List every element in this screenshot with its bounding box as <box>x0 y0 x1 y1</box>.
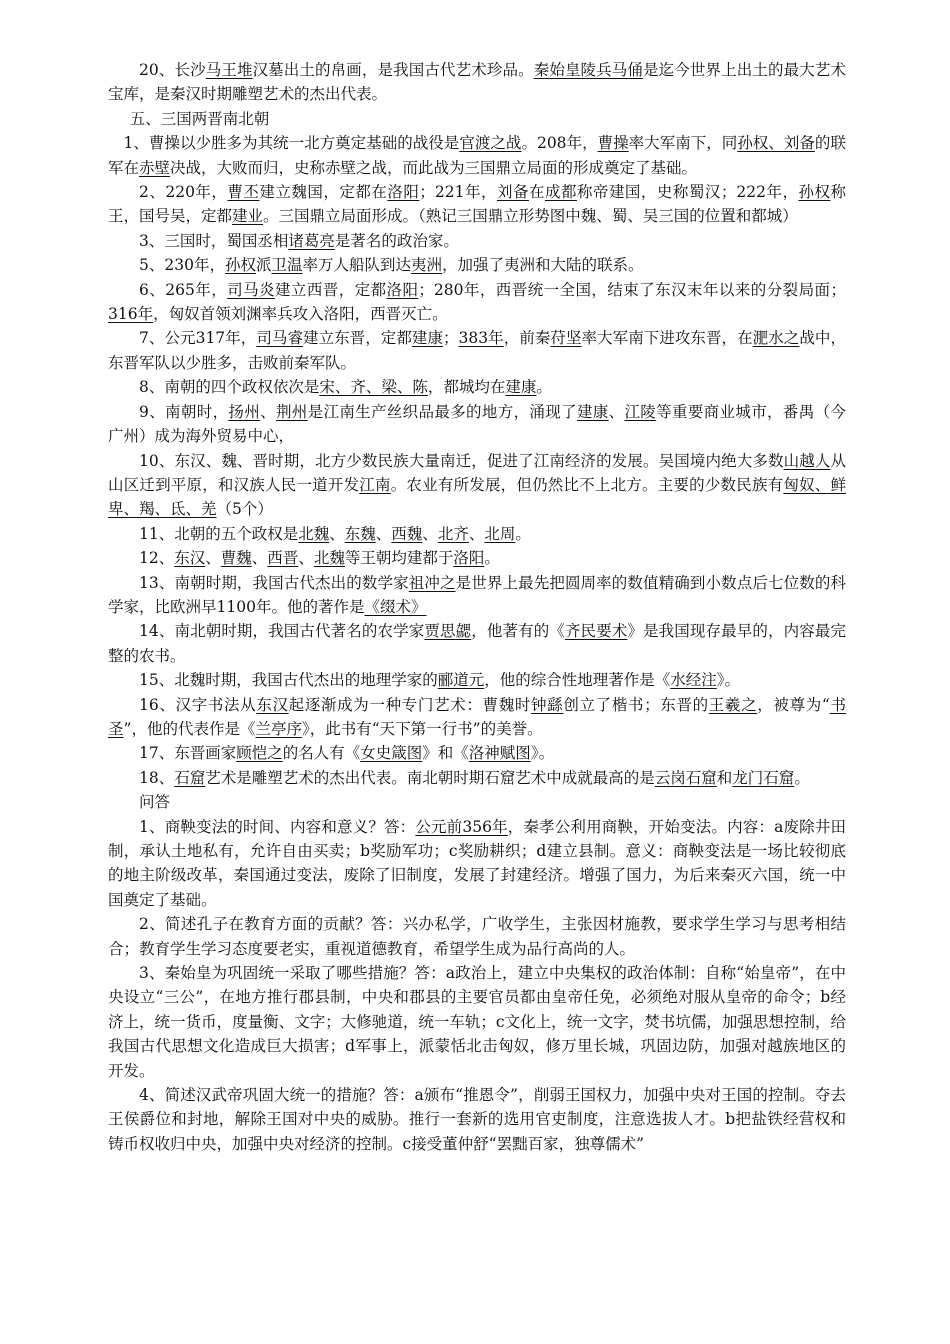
text-run: 建立东晋，定都 <box>303 329 412 348</box>
text-run: 等重要商业城市，番禺（今广州）成为海外贸易中心， <box>108 402 846 446</box>
paragraph-item12 <box>108 546 846 570</box>
text-run: ，他著有的《 <box>471 622 565 641</box>
text-run: 艺术是雕塑艺术的杰出代表。南北朝时期石窟艺术中成就最高的是 <box>205 768 655 787</box>
text-run: 17、东晋画家 <box>139 744 237 763</box>
text-run: 派 <box>255 256 272 275</box>
underlined-term: 北周 <box>484 524 516 543</box>
underlined-term: 贾思勰 <box>424 622 472 641</box>
text-run: 、 <box>608 402 625 421</box>
text-run: ；280年，西晋统一全国，结束了东汉末年以来的分裂局面； <box>418 280 846 299</box>
underlined-term: 石窟 <box>174 768 206 787</box>
text-run: 在 <box>528 183 545 202</box>
text-run: ，被尊为“ <box>757 695 830 714</box>
text-run: 是著名的政治家。 <box>334 231 459 250</box>
text-run: 。 <box>515 524 531 543</box>
text-run: 战中，东晋军队以少胜多，击败前秦军队。 <box>108 329 846 372</box>
text-run: 创立了楷书；东晋的 <box>563 695 709 714</box>
underlined-term: 东魏 <box>344 524 376 543</box>
text-run: 》是我国现存最早的，内容最完整的农书。 <box>108 622 846 665</box>
text-run: 和 <box>716 768 733 787</box>
underlined-term: 《缀术》 <box>364 597 427 616</box>
text-run: 是江南生产丝织品最多的地方，涌现了 <box>307 402 577 421</box>
text-run: 等王朝均建都于 <box>344 549 454 568</box>
text-run: 9、南朝时， <box>139 402 229 421</box>
text-run: 是世界上最先把圆周率的数值精确到小数点后七位数的科学家，比欧洲早1100年。他的著作是 <box>108 573 846 616</box>
underlined-term: 孙权 <box>224 256 256 275</box>
underlined-term: 孙权、刘备 <box>737 134 815 153</box>
text-run: 13、南朝时期，我国古代杰出的数学家 <box>139 573 409 592</box>
underlined-term: 郦道元 <box>437 671 485 690</box>
underlined-term: 曹丕 <box>227 183 260 202</box>
text-run: 。 <box>536 378 552 397</box>
underlined-term: 西魏 <box>391 524 423 543</box>
text-run: 。三国鼎立局面形成。（熟记三国鼎立形势图中魏、蜀、吴三国的位置和都城） <box>263 207 798 226</box>
underlined-term: 祖冲之 <box>408 573 456 592</box>
text-run: 称帝建国，史称蜀汉；222年， <box>576 183 799 202</box>
underlined-term: 钟繇 <box>531 695 564 714</box>
text-run: 建立魏国，定都在 <box>259 183 388 202</box>
text-run: 。208年， <box>521 134 598 153</box>
underlined-term: 江陵 <box>624 402 657 421</box>
text-run: 、 <box>260 402 276 421</box>
text-run: 》。 <box>716 671 741 690</box>
underlined-term: 王羲之 <box>708 695 758 714</box>
text-run: 、 <box>329 524 345 543</box>
paragraph-item14 <box>108 619 846 668</box>
text-run: 决战，大败而归，史称赤壁之战，而此战为三国鼎立局面的形成奠定了基础。 <box>170 158 698 177</box>
text-run: 从山区迁到平原，和汉族人民一道开发 <box>108 451 846 494</box>
text-run: ，都城均在 <box>427 378 506 397</box>
text-run: 8、南朝的四个政权依次是 <box>139 378 320 397</box>
underlined-term: 西晋 <box>267 549 299 568</box>
underlined-term: 淝水之 <box>752 329 800 348</box>
underlined-term: 水经注 <box>670 671 717 690</box>
underlined-term: 东汉 <box>174 549 206 568</box>
paragraph-item11 <box>108 522 846 546</box>
underlined-term: 官渡之战 <box>459 134 522 153</box>
underlined-term: 316年 <box>108 305 154 324</box>
text-run: 、 <box>422 524 438 543</box>
text-run: 3、秦始皇为巩固统一采取了哪些措施？答：a政治上，建立中央集权的政治体制：自称“始皇帝”，在中央设立“三公”，在地方推行郡县制，中央和郡县的主要官员都由皇帝任免，必须绝对服从皇帝的命令；b经济上，统一货币，度量衡、文字；大修驰道，统一车轨；c文化上，统一文字，焚书坑儒，加强思想控制，给我国古代思想文化造成巨大损害；d军事上，派蒙恬北击匈奴，修万里长城，巩固边防，加强对越族地区的开发。 <box>108 964 846 1080</box>
underlined-term: 兰亭序 <box>255 719 302 738</box>
text-run: 建立西晋，定都 <box>274 280 387 299</box>
document-page <box>108 58 846 1156</box>
text-run: 16、汉字书法从 <box>139 695 257 714</box>
underlined-term: 建康 <box>576 402 609 421</box>
underlined-term: 云岗石窟 <box>654 768 717 787</box>
text-run: 5、230年， <box>139 256 225 275</box>
underlined-term: 北魏 <box>298 524 330 543</box>
underlined-term: 东汉 <box>256 695 289 714</box>
underlined-term: 秦始皇陵兵马俑 <box>533 61 644 79</box>
text-run: 2、简述孔子在教育方面的贡献？答：兴办私学，广收学生，主张因材施教，要求学生学习与思考相结合；教育学生学习态度要老实，重视道德教育，希望学生成为品行高尚的人。 <box>108 915 846 958</box>
paragraph-section-5 <box>108 107 846 131</box>
underlined-term: 江南 <box>359 475 391 494</box>
underlined-term: 曹操 <box>597 134 629 153</box>
underlined-term: 383年 <box>458 329 504 348</box>
text-run: ”，他的代表作是《 <box>123 719 256 738</box>
underlined-term: 顾恺之 <box>236 744 283 763</box>
text-run: 4、简述汉武帝巩固大统一的措施？答：a颁布“推恩令”，削弱王国权力，加强中央对王国的控制。夺去王侯爵位和封地，解除王国对中央的威胁。推行一套新的选用官吏制度，注意选拔人才。b把盐铁经营权和铸币权收归中央，加强中央对经济的控制。c接受董仲舒“罢黜百家，独尊儒术” <box>108 1086 846 1153</box>
text-run: ，秦孝公利用商鞅，开始变法。内容：a废除井田制，承认土地私有，允许自由买卖；b奖励军功；c奖励耕织；d建立县制。意义：商鞅变法是一场比较彻底的地主阶级改革，秦国通过变法，废除了旧制度，发展了封建经济。增强了国力，为后来秦灭六国，统一中国奠定了基础。 <box>108 817 846 909</box>
text-run: 率万人船队到达 <box>302 256 412 275</box>
text-run: 率大军南下进攻东晋，在 <box>581 329 753 348</box>
text-run: 是迄今世界上出土的最大艺术宝库，是秦汉时期雕塑艺术的杰出代表。 <box>108 61 846 104</box>
paragraph-item5 <box>108 253 846 277</box>
text-run: 》和《 <box>422 744 469 763</box>
underlined-term: 赤壁 <box>139 158 171 177</box>
text-run: 15、北魏时期，我国古代杰出的地理学家的 <box>139 671 438 690</box>
underlined-term: 宋、齐、梁、陈 <box>319 378 428 397</box>
underlined-term: 卫温 <box>271 256 303 275</box>
text-run: 。 <box>794 768 810 787</box>
text-run: 18、 <box>139 768 175 787</box>
paragraph-qa-heading <box>108 790 846 814</box>
paragraph-item10 <box>108 449 846 522</box>
text-run: ，匈奴首领刘渊率兵攻入洛阳，西晋灭亡。 <box>153 305 448 324</box>
paragraph-qa4 <box>108 1083 846 1156</box>
text-run: 五、三国两晋南北朝 <box>129 109 270 128</box>
paragraph-item3 <box>108 229 846 253</box>
underlined-term: 夷洲 <box>411 256 443 275</box>
text-run: ；221年， <box>419 183 497 202</box>
text-run: 、 <box>298 549 314 568</box>
text-run: 1、曹操以少胜多为其统一北方奠定基础的战役是 <box>123 134 460 153</box>
text-run: 14、南北朝时期，我国古代著名的农学家 <box>139 622 425 641</box>
underlined-term: 刘备 <box>496 183 529 202</box>
text-run: 1、商鞅变法的时间、内容和意义？答： <box>139 817 416 836</box>
text-run: 2、220年， <box>139 183 228 202</box>
underlined-term: 苻坚 <box>550 329 582 348</box>
paragraph-item7 <box>108 326 846 375</box>
text-run: 、 <box>251 549 268 568</box>
underlined-term: 扬州 <box>228 402 261 421</box>
underlined-term: 建业 <box>232 207 264 226</box>
text-run: 、 <box>205 549 221 568</box>
paragraph-item8 <box>108 375 846 399</box>
paragraph-item1 <box>108 131 846 180</box>
underlined-term: 诸葛亮 <box>288 231 335 250</box>
text-run: 问答 <box>139 793 171 812</box>
text-run: 》。 <box>530 744 555 763</box>
text-run: 3、三国时，蜀国丞相 <box>139 231 289 250</box>
text-run: 。农业有所发展，但仍然比不上北方。主要的少数民族有 <box>390 475 784 494</box>
underlined-term: 北魏 <box>313 549 345 568</box>
text-run: 率大军南下，同 <box>628 134 738 153</box>
text-run: ，他的综合性地理著作是《 <box>484 671 671 690</box>
text-run: （5个） <box>216 500 273 519</box>
paragraph-item17 <box>108 741 846 765</box>
underlined-term: 马王堆 <box>205 61 253 79</box>
underlined-term: 山越人 <box>783 451 831 470</box>
text-run: 7、公元317年， <box>139 329 257 348</box>
text-run: 起逐渐成为一种专门艺术：曹魏时 <box>288 695 532 714</box>
text-run: 20、长沙 <box>139 61 206 79</box>
text-run: ； <box>443 329 459 348</box>
text-run: ，加强了夷洲和大陆的联系。 <box>442 256 644 275</box>
underlined-term: 女史箴图 <box>360 744 423 763</box>
text-run: 6、265年， <box>139 280 228 299</box>
underlined-term: 建康 <box>505 378 537 397</box>
underlined-term: 书圣 <box>108 695 846 738</box>
underlined-term: 曹魏 <box>220 549 252 568</box>
underlined-term: 荆州 <box>275 402 308 421</box>
underlined-term: 洛阳 <box>386 280 419 299</box>
paragraph-qa2 <box>108 912 846 961</box>
underlined-term: 建康 <box>411 329 444 348</box>
underlined-term: 龙门石窟 <box>732 768 795 787</box>
text-run: 、 <box>375 524 392 543</box>
text-run: 。 <box>484 549 500 568</box>
underlined-term: 成都 <box>544 183 577 202</box>
paragraph-qa1 <box>108 815 846 913</box>
underlined-term: 洛阳 <box>387 183 420 202</box>
underlined-term: 北齐 <box>437 524 469 543</box>
text-run: ，前秦 <box>503 329 551 348</box>
paragraph-item15 <box>108 668 846 692</box>
text-run: 12、 <box>139 549 175 568</box>
paragraph-item16 <box>108 693 846 742</box>
paragraph-item2 <box>108 180 846 229</box>
paragraph-qa3 <box>108 961 846 1083</box>
text-run: 称王，国号吴，定都 <box>108 183 846 226</box>
underlined-term: 孙权 <box>798 183 831 202</box>
paragraph-item6 <box>108 278 846 327</box>
text-run: 》，此书有“天下第一行书”的美誉。 <box>301 719 543 738</box>
underlined-term: 齐民要术 <box>564 622 628 641</box>
underlined-term: 公元前356年 <box>415 817 508 836</box>
underlined-term: 司马睿 <box>256 329 304 348</box>
text-run: 汉墓出土的帛画，是我国古代艺术珍品。 <box>252 61 534 79</box>
text-run: 的名人有《 <box>282 744 361 763</box>
paragraph-item20 <box>108 58 846 107</box>
text-run: 11、北朝的五个政权是 <box>139 524 299 543</box>
paragraph-item18 <box>108 766 846 790</box>
text-run: 、 <box>468 524 485 543</box>
text-run: 的联军在 <box>108 134 846 177</box>
paragraph-item13 <box>108 571 846 620</box>
underlined-term: 洛阳 <box>453 549 485 568</box>
paragraph-item9 <box>108 400 846 449</box>
underlined-term: 司马炎 <box>227 280 275 299</box>
underlined-term: 洛神赋图 <box>468 744 531 763</box>
text-run: 10、东汉、魏、晋时期，北方少数民族大量南迁，促进了江南经济的发展。吴国境内绝大多数 <box>139 451 784 470</box>
underlined-term: 匈奴、鲜卑、羯、氐、羌 <box>108 475 846 519</box>
